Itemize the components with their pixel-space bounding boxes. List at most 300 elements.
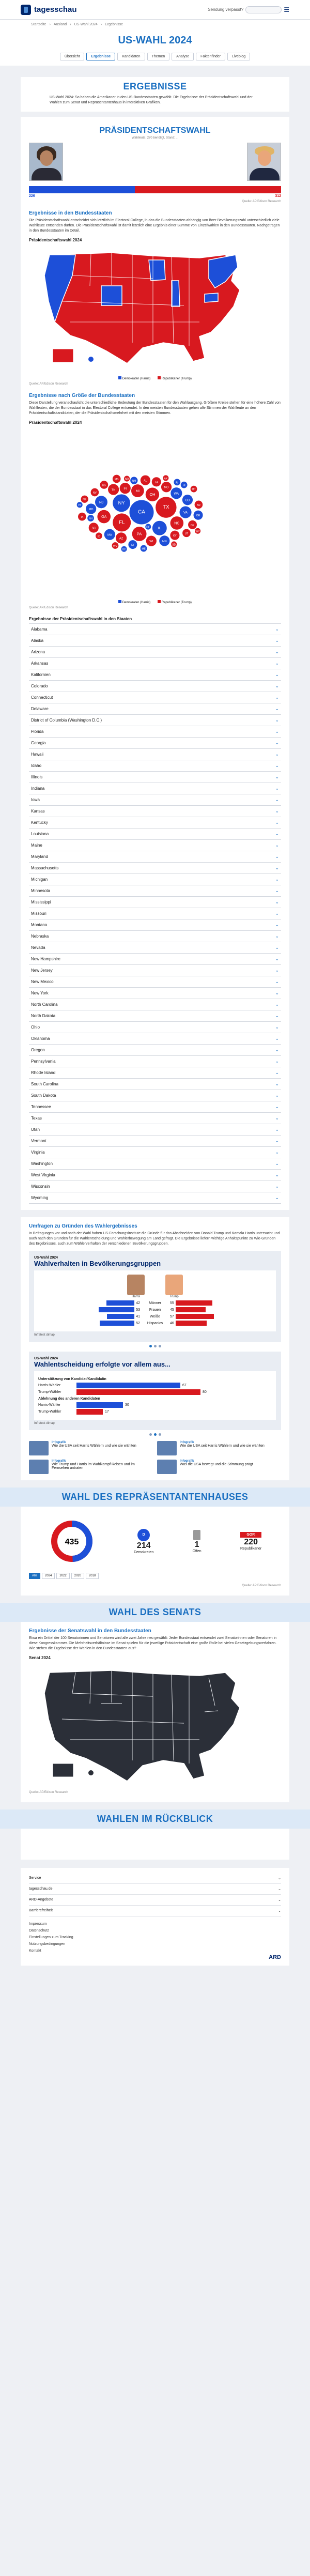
bubble-label: IL bbox=[158, 526, 162, 531]
bubble-label: NV bbox=[92, 492, 97, 495]
bubble-dc[interactable] bbox=[121, 546, 127, 552]
review-heading: WAHLEN IM RÜCKBLICK bbox=[97, 1814, 213, 1824]
bubble-sc[interactable] bbox=[89, 523, 99, 532]
state-name: South Dakota bbox=[31, 1093, 56, 1098]
chevron-down-icon: ⌄ bbox=[275, 1115, 279, 1121]
state-row[interactable] bbox=[29, 806, 281, 817]
footer-section[interactable] bbox=[29, 1873, 281, 1884]
brand-logo[interactable] bbox=[21, 5, 77, 15]
bubble-label: UT bbox=[184, 532, 189, 535]
filter-button[interactable]: 2018 bbox=[86, 1573, 99, 1579]
state-name: Alaska bbox=[31, 638, 44, 643]
state-name: Illinois bbox=[31, 775, 43, 779]
state-row[interactable] bbox=[29, 988, 281, 999]
row-label: Trump-Wähler bbox=[38, 1410, 61, 1414]
state-row[interactable] bbox=[29, 851, 281, 863]
trump-bar bbox=[176, 1307, 206, 1312]
bubble-co[interactable] bbox=[182, 495, 193, 505]
bubble-label: MO bbox=[164, 486, 169, 489]
state-name: Wisconsin bbox=[31, 1184, 50, 1189]
tab-bar bbox=[0, 50, 310, 66]
bubble-label: WI bbox=[149, 540, 153, 544]
bubble-ga[interactable] bbox=[97, 510, 111, 524]
trump-bar bbox=[176, 1300, 213, 1306]
state-row[interactable] bbox=[29, 1170, 281, 1181]
bubble-sd[interactable] bbox=[171, 541, 177, 547]
bubble-label: AR bbox=[196, 503, 200, 507]
state-name: Connecticut bbox=[31, 695, 53, 700]
state-row[interactable] bbox=[29, 1033, 281, 1045]
bubble-fl[interactable] bbox=[113, 513, 131, 531]
bubble-ny[interactable] bbox=[113, 494, 130, 512]
bubble-in[interactable] bbox=[120, 483, 131, 494]
open-party bbox=[193, 1530, 202, 1553]
bubble-oh[interactable] bbox=[146, 488, 159, 501]
map-hawaii bbox=[88, 357, 94, 362]
state-row[interactable] bbox=[29, 1079, 281, 1090]
carousel-dots[interactable] bbox=[29, 1345, 281, 1347]
harris-value: 42 bbox=[136, 1301, 140, 1305]
bubble-ca[interactable] bbox=[129, 500, 153, 524]
bubble-ar[interactable] bbox=[195, 501, 203, 509]
president-heading: PRÄSIDENTSCHAFTSWAHL bbox=[99, 126, 211, 135]
state-row[interactable] bbox=[29, 840, 281, 851]
breadcrumb-item: Ergebnisse bbox=[105, 23, 123, 26]
states-heading: Ergebnisse in den Bundesstaaten bbox=[29, 210, 112, 216]
search-input[interactable] bbox=[245, 6, 282, 13]
senate-base bbox=[44, 1670, 240, 1781]
survey-card-2 bbox=[29, 1352, 281, 1430]
state-row[interactable] bbox=[29, 1090, 281, 1101]
state-name: Rhode Island bbox=[31, 1070, 56, 1075]
state-row[interactable] bbox=[29, 749, 281, 760]
bubble-mt[interactable] bbox=[191, 486, 197, 493]
state-name: Kentucky bbox=[31, 820, 48, 825]
source-note: Quelle: AP/Edison Research bbox=[29, 1791, 68, 1794]
survey-bar-row bbox=[38, 1383, 272, 1388]
bubble-nh[interactable] bbox=[87, 515, 94, 522]
state-row[interactable] bbox=[29, 829, 281, 840]
bubble-tx[interactable] bbox=[156, 497, 176, 517]
bubble-map[interactable] bbox=[29, 427, 254, 597]
search-area[interactable] bbox=[208, 6, 289, 13]
map-virginia bbox=[205, 293, 218, 302]
bubble-md[interactable] bbox=[86, 503, 96, 514]
senate-alaska bbox=[53, 1764, 73, 1777]
row-label: Harris-Wähler bbox=[38, 1403, 61, 1407]
tab-item[interactable]: Faktenfinder bbox=[196, 53, 225, 60]
bubble-wi[interactable] bbox=[146, 536, 157, 546]
teaser-card[interactable] bbox=[157, 1460, 281, 1474]
state-row[interactable] bbox=[29, 919, 281, 931]
chevron-down-icon: ⌄ bbox=[275, 1024, 279, 1030]
chevron-down-icon: ⌄ bbox=[275, 945, 279, 950]
state-name: Delaware bbox=[31, 707, 49, 711]
bubble-label: AL bbox=[144, 479, 147, 483]
bubble-nj[interactable] bbox=[95, 496, 107, 508]
state-row[interactable] bbox=[29, 1101, 281, 1113]
chevron-down-icon: ⌄ bbox=[275, 1184, 279, 1189]
bubble-mi[interactable] bbox=[131, 484, 144, 497]
electoral-vote-bar bbox=[29, 186, 281, 193]
state-row[interactable] bbox=[29, 1158, 281, 1170]
bubble-ak[interactable] bbox=[163, 475, 168, 481]
chevron-down-icon: ⌄ bbox=[275, 683, 279, 688]
bubble-nm[interactable] bbox=[130, 477, 137, 484]
state-row[interactable] bbox=[29, 1192, 281, 1204]
footer-section[interactable] bbox=[29, 1906, 281, 1916]
state-name: Minnesota bbox=[31, 888, 50, 893]
bubble-ia[interactable] bbox=[78, 513, 86, 521]
state-row[interactable] bbox=[29, 976, 281, 988]
person-icon bbox=[193, 1530, 200, 1540]
state-name: Pennsylvania bbox=[31, 1059, 56, 1064]
tab-item[interactable]: Ergebnisse bbox=[86, 53, 115, 60]
filter-button[interactable]: Alle bbox=[29, 1573, 40, 1579]
state-row[interactable] bbox=[29, 658, 281, 669]
bubble-vt[interactable] bbox=[77, 502, 83, 508]
house-total: 435 bbox=[65, 1538, 79, 1546]
bubble-ct[interactable] bbox=[128, 540, 137, 549]
bubble-label: NE bbox=[83, 498, 87, 502]
bubble-label: KS bbox=[102, 484, 106, 487]
state-row[interactable] bbox=[29, 772, 281, 783]
chevron-down-icon: ⌄ bbox=[275, 786, 279, 791]
harris-value: 41 bbox=[136, 1314, 140, 1318]
map-minnesota bbox=[149, 260, 165, 281]
chevron-down-icon: ⌄ bbox=[275, 717, 279, 723]
survey-row bbox=[38, 1300, 272, 1306]
bubble-wv[interactable] bbox=[112, 542, 119, 549]
state-row[interactable] bbox=[29, 942, 281, 954]
chevron-down-icon: ⌄ bbox=[275, 661, 279, 666]
chevron-down-icon: ⌄ bbox=[275, 808, 279, 814]
teaser-card[interactable] bbox=[29, 1460, 153, 1474]
bubble-hi[interactable] bbox=[181, 482, 188, 488]
menu-icon[interactable]: ☰ bbox=[284, 6, 289, 13]
chevron-down-icon: ⌄ bbox=[275, 968, 279, 973]
brand-name: tagesschau bbox=[34, 5, 77, 14]
bubble-la[interactable] bbox=[152, 477, 161, 486]
survey-bar-row bbox=[38, 1409, 272, 1415]
tab-item[interactable]: Übersicht bbox=[60, 53, 85, 60]
state-name: Nevada bbox=[31, 945, 45, 950]
site-footer bbox=[21, 1868, 289, 1966]
brand-icon bbox=[21, 5, 31, 15]
chevron-down-icon: ⌄ bbox=[275, 899, 279, 904]
bubble-nd[interactable] bbox=[124, 476, 130, 482]
state-name: New Mexico bbox=[31, 979, 54, 984]
state-row[interactable] bbox=[29, 760, 281, 772]
footer-link[interactable]: Kontakt bbox=[29, 1949, 41, 1953]
bubble-ri[interactable] bbox=[174, 479, 180, 485]
carousel-dots[interactable] bbox=[29, 1433, 281, 1436]
bubble-label: HI bbox=[182, 484, 185, 487]
state-row[interactable] bbox=[29, 1067, 281, 1079]
state-row[interactable] bbox=[29, 931, 281, 942]
state-row[interactable] bbox=[29, 885, 281, 897]
state-name: Oklahoma bbox=[31, 1036, 50, 1041]
state-name: North Carolina bbox=[31, 1002, 58, 1007]
bubble-id[interactable] bbox=[96, 532, 102, 539]
state-row[interactable] bbox=[29, 1056, 281, 1067]
senate-text: Etwa ein Drittel der 100 Senatorinnen und Senatoren wird alle zwei Jahre neu gewählt: Jeder Bundesstaat entsendet zwei Senatorinnen oder Senatoren in diese Kongresskammer. Die Mehrheitsverhältnisse im Senat spielen für die jeweilige Präsidentschaft eine große Rolle bei vielen Gesetzgebungsverfahren. Wie stehen die Ergebnisse der Wahlen in den Bundesstaaten aus? bbox=[29, 1636, 277, 1650]
footer-link[interactable]: Impressum bbox=[29, 1922, 47, 1926]
bubble-label: OH bbox=[149, 492, 156, 497]
footer-link[interactable]: Nutzungsbedingungen bbox=[29, 1942, 66, 1946]
bubble-label: KY bbox=[173, 534, 177, 538]
state-name: Massachusetts bbox=[31, 866, 59, 870]
bubble-label: WV bbox=[113, 545, 117, 548]
filter-button[interactable]: 2020 bbox=[71, 1573, 84, 1579]
state-row[interactable] bbox=[29, 965, 281, 976]
state-row[interactable] bbox=[29, 1124, 281, 1136]
map-legend bbox=[29, 376, 281, 380]
bubble-ok[interactable] bbox=[188, 520, 197, 529]
state-row[interactable] bbox=[29, 954, 281, 965]
value-bar bbox=[76, 1402, 123, 1408]
page-header bbox=[0, 29, 310, 50]
filter-button[interactable]: 2024 bbox=[42, 1573, 55, 1579]
chevron-down-icon: ⌄ bbox=[275, 1047, 279, 1052]
state-name: Arizona bbox=[31, 650, 45, 654]
row-label: Weiße bbox=[149, 1314, 161, 1318]
row-value: 67 bbox=[182, 1384, 187, 1387]
page-title: US-WAHL 2024 bbox=[118, 35, 192, 46]
breadcrumb-item[interactable]: US-Wahl 2024 bbox=[74, 23, 98, 26]
state-row[interactable] bbox=[29, 681, 281, 692]
chevron-down-icon: ⌄ bbox=[275, 1093, 279, 1098]
bubble-label: NM bbox=[132, 480, 136, 483]
chevron-down-icon: ⌄ bbox=[275, 820, 279, 825]
state-name: Maine bbox=[31, 843, 42, 848]
senate-hawaii bbox=[88, 1770, 94, 1775]
bubble-label: OR bbox=[196, 514, 200, 518]
bubble-al[interactable] bbox=[141, 476, 150, 485]
chevron-down-icon: ⌄ bbox=[275, 979, 279, 984]
state-row[interactable] bbox=[29, 669, 281, 681]
house-filter-bar bbox=[29, 1573, 281, 1579]
state-name: Iowa bbox=[31, 798, 40, 802]
value-bar bbox=[76, 1409, 103, 1415]
bubble-label: CA bbox=[138, 509, 145, 515]
harris-bar bbox=[100, 1321, 135, 1326]
chevron-down-icon: ⌄ bbox=[275, 1036, 279, 1041]
bubble-tn[interactable] bbox=[108, 484, 119, 495]
state-name: Indiana bbox=[31, 786, 45, 791]
state-row[interactable] bbox=[29, 624, 281, 635]
state-row[interactable] bbox=[29, 1113, 281, 1124]
teaser-grid bbox=[29, 1441, 281, 1474]
bubble-label: PA bbox=[136, 531, 142, 536]
trump-value: 55 bbox=[170, 1301, 174, 1305]
state-row[interactable] bbox=[29, 726, 281, 738]
chevron-down-icon: ⌄ bbox=[275, 797, 279, 802]
row-label: Frauen bbox=[149, 1308, 161, 1312]
state-row[interactable] bbox=[29, 635, 281, 647]
trump-thumb bbox=[165, 1275, 183, 1295]
chevron-down-icon: ⌄ bbox=[275, 854, 279, 859]
open-label: Offen bbox=[192, 1549, 202, 1553]
state-row[interactable] bbox=[29, 1022, 281, 1033]
bubble-ne[interactable] bbox=[81, 496, 88, 503]
state-row[interactable] bbox=[29, 874, 281, 885]
card-title: Wahlverhalten in Bevölkerungsgruppen bbox=[34, 1260, 161, 1267]
row-value: 30 bbox=[125, 1403, 129, 1407]
chevron-down-icon: ⌄ bbox=[275, 729, 279, 734]
footer-section[interactable] bbox=[29, 1895, 281, 1906]
bubble-label: MT bbox=[192, 488, 196, 492]
bubble-label: MN bbox=[162, 540, 167, 543]
bubble-label: AZ bbox=[119, 537, 123, 541]
state-row[interactable] bbox=[29, 999, 281, 1010]
chevron-down-icon: ⌄ bbox=[275, 1195, 279, 1200]
map-title: Präsidentschaftswahl 2024 bbox=[29, 238, 82, 242]
state-row[interactable] bbox=[29, 1045, 281, 1056]
footer-section[interactable] bbox=[29, 1884, 281, 1895]
survey-rows bbox=[38, 1300, 272, 1326]
bubble-ms[interactable] bbox=[113, 475, 121, 483]
state-row[interactable] bbox=[29, 1147, 281, 1158]
chevron-down-icon: ⌄ bbox=[275, 1172, 279, 1177]
bubble-nv[interactable] bbox=[91, 488, 99, 497]
chevron-down-icon: ⌄ bbox=[275, 1059, 279, 1064]
footer-section-label: ARD-Angebote bbox=[29, 1898, 54, 1902]
state-row[interactable] bbox=[29, 1181, 281, 1192]
bubble-va[interactable] bbox=[180, 507, 192, 518]
state-name: Missouri bbox=[31, 911, 47, 916]
chevron-down-icon: ⌄ bbox=[278, 1877, 281, 1880]
bubble-label: WY bbox=[195, 530, 200, 533]
ard-logo[interactable]: ARD bbox=[269, 1954, 281, 1960]
survey-bars bbox=[34, 1371, 276, 1420]
state-row[interactable] bbox=[29, 692, 281, 703]
bubble-wa[interactable] bbox=[171, 487, 182, 499]
state-row[interactable] bbox=[29, 647, 281, 658]
state-name: Virginia bbox=[31, 1150, 45, 1155]
bubble-or[interactable] bbox=[194, 511, 203, 520]
group-heading: Ablehnung des anderen Kandidaten bbox=[38, 1397, 100, 1401]
state-name: Maryland bbox=[31, 854, 48, 859]
filter-button[interactable]: 2022 bbox=[56, 1573, 69, 1579]
harris-thumb bbox=[127, 1275, 145, 1295]
card-title: Wahlentscheidung erfolgte vor allem aus... bbox=[34, 1360, 171, 1368]
state-row[interactable] bbox=[29, 738, 281, 749]
bubble-label: AK bbox=[164, 477, 168, 481]
state-name: Kansas bbox=[31, 809, 45, 814]
source-note: Quelle: AP/Edison Research bbox=[29, 606, 68, 609]
breadcrumb-item[interactable]: Ausland bbox=[53, 23, 67, 26]
state-row[interactable] bbox=[29, 715, 281, 726]
state-name: Oregon bbox=[31, 1048, 45, 1052]
footer-link[interactable]: Einstellungen zum Tracking bbox=[29, 1936, 73, 1939]
us-map[interactable] bbox=[29, 244, 254, 374]
bubble-mn[interactable] bbox=[159, 535, 169, 546]
tab-item[interactable]: Themen bbox=[147, 53, 170, 60]
state-row[interactable] bbox=[29, 897, 281, 908]
bubble-label: NJ bbox=[99, 500, 104, 504]
state-name: South Carolina bbox=[31, 1082, 58, 1086]
card-kicker: US-Wahl 2024 bbox=[34, 1256, 58, 1260]
bubble-ma[interactable] bbox=[104, 529, 115, 540]
chevron-down-icon: ⌄ bbox=[275, 706, 279, 711]
results-intro bbox=[21, 77, 289, 112]
bubble-label: SD bbox=[172, 543, 176, 547]
footer-link[interactable]: Datenschutz bbox=[29, 1929, 49, 1933]
state-name: Kalifornien bbox=[31, 672, 51, 677]
source-note: Quelle: AP/Edison Research bbox=[242, 1584, 281, 1587]
state-name: Mississippi bbox=[31, 900, 51, 904]
state-name: Michigan bbox=[31, 877, 48, 882]
trump-bar bbox=[176, 1314, 214, 1319]
chevron-down-icon: ⌄ bbox=[275, 626, 279, 632]
tab-item[interactable]: Liveblog bbox=[227, 53, 250, 60]
teaser-card[interactable] bbox=[29, 1441, 153, 1455]
chevron-down-icon: ⌄ bbox=[275, 1127, 279, 1132]
review-band bbox=[0, 1810, 310, 1829]
bubble-az[interactable] bbox=[116, 532, 127, 543]
bubble-nc[interactable] bbox=[171, 516, 184, 530]
state-row[interactable] bbox=[29, 863, 281, 874]
state-name: Vermont bbox=[31, 1139, 47, 1143]
state-row[interactable] bbox=[29, 1010, 281, 1022]
bubble-pa[interactable] bbox=[132, 527, 147, 541]
state-list-heading: Ergebnisse der Präsidentschaftswahl in den Staaten bbox=[29, 617, 132, 621]
source-note: Quelle: AP/Edison Research bbox=[242, 200, 281, 203]
breadcrumb-item[interactable]: Startseite bbox=[31, 23, 47, 26]
map-colorado bbox=[101, 286, 122, 305]
chevron-down-icon: ⌄ bbox=[275, 1161, 279, 1166]
tab-item[interactable]: Kandidaten bbox=[117, 53, 145, 60]
dem-party bbox=[134, 1529, 153, 1554]
bubble-label: TX bbox=[162, 504, 169, 511]
tab-item[interactable]: Analyse bbox=[172, 53, 194, 60]
bubble-me[interactable] bbox=[141, 545, 147, 552]
bubble-ks[interactable] bbox=[100, 481, 109, 489]
value-bar bbox=[76, 1383, 180, 1388]
bubble-ky[interactable] bbox=[170, 531, 179, 540]
chevron-down-icon: ⌄ bbox=[275, 933, 279, 939]
legend-dem: Demokraten (Harris) bbox=[122, 601, 151, 604]
state-name: New Jersey bbox=[31, 968, 53, 973]
row-label: Hispanics bbox=[147, 1321, 163, 1325]
teaser-card[interactable] bbox=[157, 1441, 281, 1455]
bubble-mo[interactable] bbox=[161, 482, 172, 492]
bubble-de[interactable] bbox=[145, 524, 151, 530]
state-row[interactable] bbox=[29, 794, 281, 806]
state-row[interactable] bbox=[29, 703, 281, 715]
president-subtitle: Wahlleute, 270 benötigt, Stand: ... bbox=[131, 136, 179, 140]
dem-votes: 226 bbox=[29, 194, 35, 198]
senate-map[interactable] bbox=[29, 1662, 254, 1786]
rep-party bbox=[240, 1532, 261, 1551]
state-name: Wyoming bbox=[31, 1195, 49, 1200]
state-row[interactable] bbox=[29, 783, 281, 794]
chevron-down-icon: ⌄ bbox=[275, 649, 279, 654]
bubble-wy[interactable] bbox=[195, 528, 200, 534]
state-row[interactable] bbox=[29, 1136, 281, 1147]
value-bar bbox=[76, 1389, 200, 1395]
row-label: Männer bbox=[149, 1301, 161, 1305]
bubble-ut[interactable] bbox=[182, 529, 191, 537]
bubble-title: Präsidentschaftswahl 2024 bbox=[29, 420, 82, 425]
state-row[interactable] bbox=[29, 817, 281, 829]
harris-bar bbox=[107, 1314, 134, 1319]
candidates bbox=[29, 143, 281, 184]
bubble-il[interactable] bbox=[152, 521, 167, 535]
state-row[interactable] bbox=[29, 908, 281, 919]
bubble-label: MA bbox=[107, 533, 112, 537]
